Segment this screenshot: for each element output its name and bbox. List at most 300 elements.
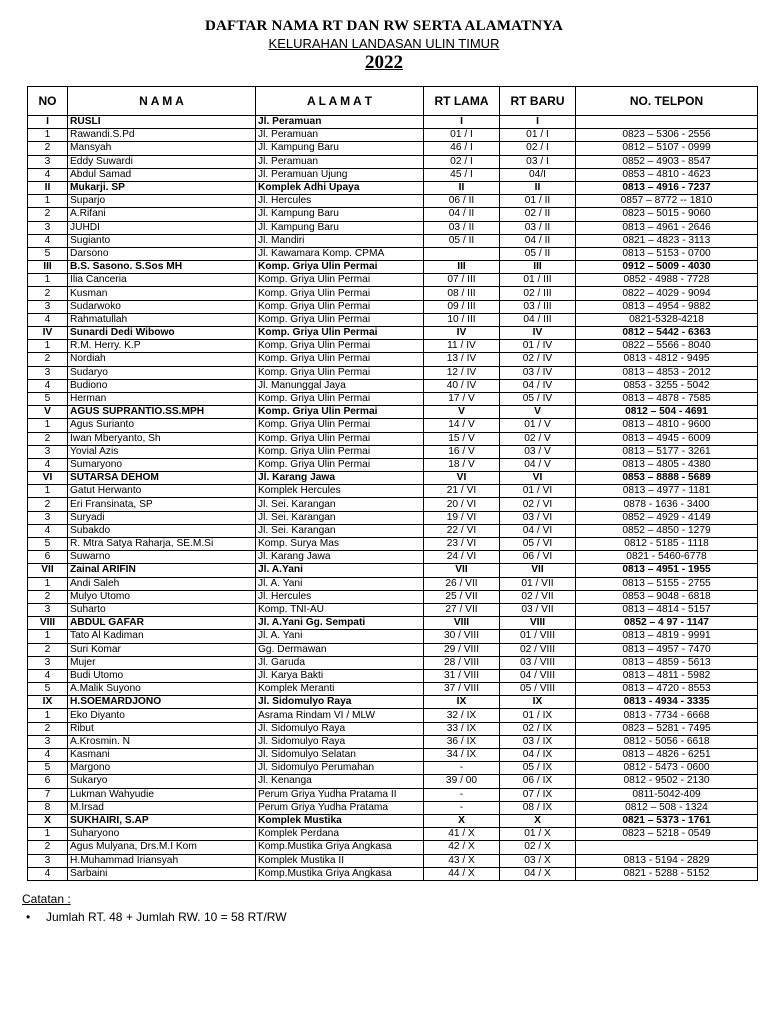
cell-rt-lama: 29 / VIII <box>424 643 500 656</box>
cell-no-telpon: 0823 – 5281 - 7495 <box>576 722 758 735</box>
cell-alamat: Komp. TNI-AU <box>256 603 424 616</box>
table-row <box>28 775 758 788</box>
cell-nama: SUTARSA DEHOM <box>68 472 256 485</box>
cell-nama: A.Rifani <box>68 208 256 221</box>
cell-no-telpon: 0813 – 4957 - 7470 <box>576 643 758 656</box>
cell-nama: Sarbaini <box>68 867 256 880</box>
cell-rt-baru: 03 / II <box>500 221 576 234</box>
cell-alamat: Komplek Adhi Upaya <box>256 181 424 194</box>
cell-no-telpon: 0813 – 4814 - 5157 <box>576 603 758 616</box>
cell-alamat: Komp. Griya Ulin Permai <box>256 340 424 353</box>
cell-rt-baru: 03 / I <box>500 155 576 168</box>
cell-no-telpon: 0812 - 5185 - 1118 <box>576 538 758 551</box>
cell-alamat: Komp. Griya Ulin Permai <box>256 300 424 313</box>
cell-nama: Darsono <box>68 247 256 260</box>
cell-rt-lama: 16 / V <box>424 445 500 458</box>
cell-rt-lama: 31 / VIII <box>424 669 500 682</box>
cell-no: IV <box>28 327 68 340</box>
notes-label: Catatan : <box>22 892 71 906</box>
cell-alamat: Komp.Mustika Griya Angkasa <box>256 841 424 854</box>
cell-rt-lama: 12 / IV <box>424 366 500 379</box>
table-row <box>28 432 758 445</box>
table-row <box>28 221 758 234</box>
cell-rt-baru: 01 / VI <box>500 485 576 498</box>
cell-no: 1 <box>28 828 68 841</box>
cell-no: 4 <box>28 669 68 682</box>
cell-nama: B.S. Sasono. S.Sos MH <box>68 261 256 274</box>
cell-alamat: Komp. Griya Ulin Permai <box>256 366 424 379</box>
cell-rt-lama <box>424 247 500 260</box>
cell-no-telpon: 0813 - 4812 - 9495 <box>576 353 758 366</box>
table-row <box>28 722 758 735</box>
cell-rt-lama: 17 / V <box>424 392 500 405</box>
table-row <box>28 709 758 722</box>
table-row <box>28 208 758 221</box>
cell-no-telpon: 0813 – 4826 - 6251 <box>576 749 758 762</box>
cell-rt-baru: 04 / IV <box>500 379 576 392</box>
cell-no-telpon: 0813 – 5155 - 2755 <box>576 577 758 590</box>
cell-nama: Rawandi.S.Pd <box>68 129 256 142</box>
cell-rt-lama: 39 / 00 <box>424 775 500 788</box>
cell-rt-baru: 01 / V <box>500 419 576 432</box>
cell-no-telpon <box>576 841 758 854</box>
cell-no-telpon: 0853 – 8888 - 5689 <box>576 472 758 485</box>
cell-no: 2 <box>28 287 68 300</box>
table-row <box>28 247 758 260</box>
cell-nama: Ilia Canceria <box>68 274 256 287</box>
cell-no: 4 <box>28 524 68 537</box>
cell-nama: Suri Komar <box>68 643 256 656</box>
cell-alamat: Jl. Sidomulyo Raya <box>256 735 424 748</box>
cell-alamat: Komp. Griya Ulin Permai <box>256 274 424 287</box>
cell-nama: Zainal ARIFIN <box>68 564 256 577</box>
table-row <box>28 234 758 247</box>
cell-nama: R.M. Herry. K.P <box>68 340 256 353</box>
cell-rt-baru: 02 / VII <box>500 590 576 603</box>
cell-alamat: Jl. Sei. Karangan <box>256 498 424 511</box>
cell-rt-baru: 01 / II <box>500 195 576 208</box>
cell-nama: Herman <box>68 392 256 405</box>
header-rt-baru: RT BARU <box>500 87 576 116</box>
cell-no-telpon: 0812 – 504 - 4691 <box>576 406 758 419</box>
notes-item <box>22 910 287 924</box>
table-row <box>28 524 758 537</box>
cell-no-telpon: 0811-5042-409 <box>576 788 758 801</box>
cell-nama: Suharyono <box>68 828 256 841</box>
table-row-rw-head <box>28 472 758 485</box>
cell-rt-lama: 19 / VI <box>424 511 500 524</box>
cell-no: 3 <box>28 221 68 234</box>
table-row <box>28 735 758 748</box>
cell-alamat: Komp. Griya Ulin Permai <box>256 432 424 445</box>
cell-rt-lama: 46 / I <box>424 142 500 155</box>
cell-nama: Ribut <box>68 722 256 735</box>
cell-no: 2 <box>28 643 68 656</box>
cell-no-telpon: 0822 – 5566 - 8040 <box>576 340 758 353</box>
cell-no-telpon: 0813 – 4811 - 5982 <box>576 669 758 682</box>
cell-rt-baru: 05 / IX <box>500 762 576 775</box>
cell-rt-lama: II <box>424 181 500 194</box>
cell-alamat: Komp. Griya Ulin Permai <box>256 287 424 300</box>
table-row <box>28 168 758 181</box>
table-row <box>28 300 758 313</box>
cell-rt-baru: 08 / IX <box>500 801 576 814</box>
cell-no-telpon: 0821 - 5288 - 5152 <box>576 867 758 880</box>
cell-alamat: Jl. A. Yani <box>256 630 424 643</box>
table-row <box>28 498 758 511</box>
cell-no-telpon: 0812 – 5107 - 0999 <box>576 142 758 155</box>
cell-alamat: Jl. A. Yani <box>256 577 424 590</box>
cell-alamat: Komp. Griya Ulin Permai <box>256 392 424 405</box>
table-body <box>28 116 758 881</box>
cell-no-telpon: 0853 – 4810 - 4623 <box>576 168 758 181</box>
table-row <box>28 458 758 471</box>
cell-rt-baru: 04 / III <box>500 313 576 326</box>
cell-nama: M.Irsad <box>68 801 256 814</box>
cell-alamat: Perum Griya Yudha Pratama <box>256 801 424 814</box>
cell-no: 5 <box>28 247 68 260</box>
cell-rt-baru: 05 / VI <box>500 538 576 551</box>
cell-nama: Andi Saleh <box>68 577 256 590</box>
cell-rt-lama: 23 / VI <box>424 538 500 551</box>
cell-nama: A.Malik Suyono <box>68 683 256 696</box>
cell-rt-baru: 01 / IV <box>500 340 576 353</box>
cell-alamat: Jl. Hercules <box>256 590 424 603</box>
cell-no-telpon: 0813 – 4805 - 4380 <box>576 458 758 471</box>
cell-rt-lama: 04 / II <box>424 208 500 221</box>
cell-no: 1 <box>28 709 68 722</box>
cell-rt-lama: 40 / IV <box>424 379 500 392</box>
cell-no-telpon: 0813 – 4878 - 7585 <box>576 392 758 405</box>
cell-no: IX <box>28 696 68 709</box>
header-no-telpon: NO. TELPON <box>576 87 758 116</box>
cell-nama: Mansyah <box>68 142 256 155</box>
cell-no-telpon: 0853 – 9048 - 6818 <box>576 590 758 603</box>
cell-no-telpon: 0852 – 4 97 - 1147 <box>576 617 758 630</box>
cell-alamat: Komplek Mustika <box>256 814 424 827</box>
cell-rt-baru: 03 / VII <box>500 603 576 616</box>
cell-no-telpon: 0813 - 7734 - 6668 <box>576 709 758 722</box>
cell-no-telpon: 0813 - 4934 - 3335 <box>576 696 758 709</box>
cell-rt-lama: 15 / V <box>424 432 500 445</box>
cell-alamat: Jl. Karya Bakti <box>256 669 424 682</box>
cell-nama: Rahmatullah <box>68 313 256 326</box>
cell-alamat: Jl. Peramuan Ujung <box>256 168 424 181</box>
cell-rt-lama: 37 / VIII <box>424 683 500 696</box>
cell-alamat: Komp. Griya Ulin Permai <box>256 406 424 419</box>
cell-no: 2 <box>28 142 68 155</box>
cell-rt-baru: 07 / IX <box>500 788 576 801</box>
cell-no-telpon: 0823 – 5306 - 2556 <box>576 129 758 142</box>
cell-rt-baru: 05 / IV <box>500 392 576 405</box>
cell-no-telpon: 0813 – 4859 - 5613 <box>576 656 758 669</box>
cell-rt-baru: 02 / IX <box>500 722 576 735</box>
cell-nama: Suharto <box>68 603 256 616</box>
cell-alamat: Jl. Peramuan <box>256 155 424 168</box>
table-row-rw-head <box>28 564 758 577</box>
table-row <box>28 195 758 208</box>
cell-rt-lama: 18 / V <box>424 458 500 471</box>
table-row <box>28 419 758 432</box>
table-row-rw-head <box>28 617 758 630</box>
cell-no-telpon: 0813 – 4951 - 1955 <box>576 564 758 577</box>
cell-nama: Suparjo <box>68 195 256 208</box>
cell-rt-lama: I <box>424 116 500 129</box>
table-row <box>28 353 758 366</box>
table-row <box>28 630 758 643</box>
document-title: DAFTAR NAMA RT DAN RW SERTA ALAMATNYA <box>204 18 564 34</box>
table-row <box>28 538 758 551</box>
cell-no: 1 <box>28 630 68 643</box>
cell-nama: Sunardi Dedi Wibowo <box>68 327 256 340</box>
cell-no: 1 <box>28 129 68 142</box>
table-row <box>28 854 758 867</box>
cell-no: 5 <box>28 538 68 551</box>
table-row <box>28 656 758 669</box>
cell-nama: Yovial Azis <box>68 445 256 458</box>
cell-rt-baru: 03 / V <box>500 445 576 458</box>
cell-alamat: Jl. Peramuan <box>256 129 424 142</box>
cell-alamat: Jl. Sidomulyo Raya <box>256 696 424 709</box>
table-row <box>28 340 758 353</box>
cell-no: 1 <box>28 274 68 287</box>
cell-rt-lama: IV <box>424 327 500 340</box>
cell-rt-baru: 03 / IX <box>500 735 576 748</box>
cell-no-telpon: 0813 – 5177 - 3261 <box>576 445 758 458</box>
cell-no: II <box>28 181 68 194</box>
cell-no: 1 <box>28 577 68 590</box>
cell-alamat: Jl. Kampung Baru <box>256 221 424 234</box>
table-row-rw-head <box>28 814 758 827</box>
cell-rt-lama: 42 / X <box>424 841 500 854</box>
cell-alamat: Gg. Dermawan <box>256 643 424 656</box>
cell-no: 5 <box>28 683 68 696</box>
cell-rt-baru: 06 / IX <box>500 775 576 788</box>
cell-no-telpon: 0823 – 5015 - 9060 <box>576 208 758 221</box>
cell-alamat: Jl. Sidomulyo Perumahan <box>256 762 424 775</box>
cell-alamat: Jl. A.Yani <box>256 564 424 577</box>
cell-alamat: Asrama Rindam VI / MLW <box>256 709 424 722</box>
cell-alamat: Jl. Kampung Baru <box>256 142 424 155</box>
table-row <box>28 801 758 814</box>
cell-rt-baru: 06 / VI <box>500 551 576 564</box>
cell-no: 5 <box>28 392 68 405</box>
cell-no-telpon: 0812 – 5442 - 6363 <box>576 327 758 340</box>
cell-nama: Agus Mulyana, Drs.M.I Kom <box>68 841 256 854</box>
cell-no-telpon: 0821-5328-4218 <box>576 313 758 326</box>
cell-no-telpon: 0878 - 1636 - 3400 <box>576 498 758 511</box>
cell-nama: Sudarwoko <box>68 300 256 313</box>
cell-nama: Budi Utomo <box>68 669 256 682</box>
table-row <box>28 841 758 854</box>
cell-rt-baru: VII <box>500 564 576 577</box>
cell-rt-lama: 13 / IV <box>424 353 500 366</box>
cell-nama: Subakdo <box>68 524 256 537</box>
cell-no: 3 <box>28 854 68 867</box>
cell-alamat: Komp.Mustika Griya Angkasa <box>256 867 424 880</box>
cell-no-telpon: 0812 – 508 - 1324 <box>576 801 758 814</box>
cell-no: III <box>28 261 68 274</box>
cell-no: 2 <box>28 353 68 366</box>
cell-rt-lama: III <box>424 261 500 274</box>
cell-nama: Iwan Mberyanto, Sh <box>68 432 256 445</box>
cell-rt-baru: 05 / VIII <box>500 683 576 696</box>
cell-rt-lama: 45 / I <box>424 168 500 181</box>
cell-nama: Sudaryo <box>68 366 256 379</box>
cell-rt-lama: 43 / X <box>424 854 500 867</box>
cell-nama: JUHDI <box>68 221 256 234</box>
cell-rt-lama: VI <box>424 472 500 485</box>
cell-rt-lama: 01 / I <box>424 129 500 142</box>
header-nama: N A M A <box>68 87 256 116</box>
bullet-icon: • <box>26 910 31 924</box>
table-row <box>28 867 758 880</box>
cell-rt-baru: 01 / III <box>500 274 576 287</box>
cell-nama: Kusman <box>68 287 256 300</box>
header-rt-lama: RT LAMA <box>424 87 500 116</box>
document-subtitle: KELURAHAN LANDASAN ULIN TIMUR <box>268 36 500 51</box>
cell-no-telpon: 0813 – 4819 - 9991 <box>576 630 758 643</box>
cell-nama: Kasmani <box>68 749 256 762</box>
cell-rt-lama: 11 / IV <box>424 340 500 353</box>
cell-rt-lama: 26 / VII <box>424 577 500 590</box>
cell-nama: Mukarji. SP <box>68 181 256 194</box>
table-row <box>28 511 758 524</box>
cell-rt-lama: 07 / III <box>424 274 500 287</box>
cell-no: 6 <box>28 551 68 564</box>
rt-rw-table <box>27 86 758 881</box>
cell-nama: H.Muhammad Iriansyah <box>68 854 256 867</box>
cell-rt-lama: 10 / III <box>424 313 500 326</box>
cell-rt-lama: 06 / II <box>424 195 500 208</box>
cell-alamat: Jl. Sei. Karangan <box>256 524 424 537</box>
cell-alamat: Jl. Karang Jawa <box>256 472 424 485</box>
cell-alamat: Komp. Griya Ulin Permai <box>256 353 424 366</box>
cell-no-telpon: 0813 – 4954 - 9882 <box>576 300 758 313</box>
table-row <box>28 643 758 656</box>
cell-no: 2 <box>28 432 68 445</box>
cell-rt-baru: 04/I <box>500 168 576 181</box>
cell-rt-baru: I <box>500 116 576 129</box>
cell-no-telpon: 0813 – 4945 - 6009 <box>576 432 758 445</box>
table-row <box>28 392 758 405</box>
cell-no-telpon: 0813 – 4977 - 1181 <box>576 485 758 498</box>
cell-alamat: Komplek Perdana <box>256 828 424 841</box>
cell-no: 2 <box>28 722 68 735</box>
cell-rt-baru: 03 / III <box>500 300 576 313</box>
table-row-rw-head <box>28 116 758 129</box>
cell-no: 5 <box>28 762 68 775</box>
cell-no: 4 <box>28 168 68 181</box>
cell-rt-baru: III <box>500 261 576 274</box>
table-row <box>28 129 758 142</box>
cell-no-telpon: 0822 – 4029 - 9094 <box>576 287 758 300</box>
cell-rt-baru: 02 / V <box>500 432 576 445</box>
cell-no-telpon: 0813 – 4916 - 7237 <box>576 181 758 194</box>
cell-nama: Sukaryo <box>68 775 256 788</box>
cell-nama: H.SOEMARDJONO <box>68 696 256 709</box>
cell-rt-lama: 41 / X <box>424 828 500 841</box>
cell-no: 3 <box>28 511 68 524</box>
cell-rt-baru: IV <box>500 327 576 340</box>
cell-no: 2 <box>28 208 68 221</box>
header-alamat: A L A M A T <box>256 87 424 116</box>
cell-no-telpon <box>576 116 758 129</box>
cell-no: VII <box>28 564 68 577</box>
cell-rt-baru: IX <box>500 696 576 709</box>
header-no: NO <box>28 87 68 116</box>
cell-alamat: Komp. Griya Ulin Permai <box>256 327 424 340</box>
cell-no: 6 <box>28 775 68 788</box>
cell-no-telpon: 0813 – 4810 - 9600 <box>576 419 758 432</box>
cell-rt-lama: 36 / IX <box>424 735 500 748</box>
cell-no-telpon: 0852 - 4988 - 7728 <box>576 274 758 287</box>
cell-rt-lama: 44 / X <box>424 867 500 880</box>
cell-nama: Mulyo Utomo <box>68 590 256 603</box>
cell-no-telpon: 0813 – 5153 - 0700 <box>576 247 758 260</box>
cell-nama: Gatut Herwanto <box>68 485 256 498</box>
cell-no: 1 <box>28 340 68 353</box>
cell-nama: ABDUL GAFAR <box>68 617 256 630</box>
cell-alamat: Jl. A.Yani Gg. Sempati <box>256 617 424 630</box>
cell-no: 3 <box>28 735 68 748</box>
cell-rt-lama: X <box>424 814 500 827</box>
cell-alamat: Jl. Karang Jawa <box>256 551 424 564</box>
cell-rt-lama: 25 / VII <box>424 590 500 603</box>
cell-rt-baru: 02 / X <box>500 841 576 854</box>
cell-rt-baru: 01 / VIII <box>500 630 576 643</box>
cell-rt-baru: 04 / V <box>500 458 576 471</box>
table-row <box>28 683 758 696</box>
table-row <box>28 828 758 841</box>
table-row-rw-head <box>28 696 758 709</box>
cell-rt-baru: 03 / IV <box>500 366 576 379</box>
cell-rt-lama: VIII <box>424 617 500 630</box>
cell-no-telpon: 0813 – 4853 - 2012 <box>576 366 758 379</box>
cell-rt-baru: 01 / I <box>500 129 576 142</box>
cell-rt-lama: 28 / VIII <box>424 656 500 669</box>
cell-nama: Eddy Suwardi <box>68 155 256 168</box>
cell-no: V <box>28 406 68 419</box>
table-row <box>28 366 758 379</box>
cell-alamat: Jl. Sei. Karangan <box>256 511 424 524</box>
cell-rt-lama: 14 / V <box>424 419 500 432</box>
table-header-row <box>28 87 758 116</box>
cell-rt-lama: 22 / VI <box>424 524 500 537</box>
cell-alamat: Jl. Kampung Baru <box>256 208 424 221</box>
cell-nama: Sumaryono <box>68 458 256 471</box>
table-row <box>28 603 758 616</box>
table-row <box>28 445 758 458</box>
cell-nama: Abdul Samad <box>68 168 256 181</box>
cell-nama: Mujer <box>68 656 256 669</box>
cell-nama: Lukman Wahyudie <box>68 788 256 801</box>
cell-rt-lama: 34 / IX <box>424 749 500 762</box>
cell-rt-baru: 04 / VI <box>500 524 576 537</box>
table-row <box>28 749 758 762</box>
cell-nama: Tato Al Kadiman <box>68 630 256 643</box>
table-row <box>28 485 758 498</box>
cell-alamat: Komp. Griya Ulin Permai <box>256 313 424 326</box>
notes-text: Jumlah RT. 48 + Jumlah RW. 10 = 58 RT/RW <box>46 910 287 924</box>
cell-no-telpon: 0812 - 5473 - 0600 <box>576 762 758 775</box>
cell-no-telpon: 0813 - 5194 - 2829 <box>576 854 758 867</box>
cell-no: X <box>28 814 68 827</box>
cell-no: 8 <box>28 801 68 814</box>
cell-alamat: Komplek Meranti <box>256 683 424 696</box>
table-row-rw-head <box>28 181 758 194</box>
cell-alamat: Perum Griya Yudha Pratama II <box>256 788 424 801</box>
